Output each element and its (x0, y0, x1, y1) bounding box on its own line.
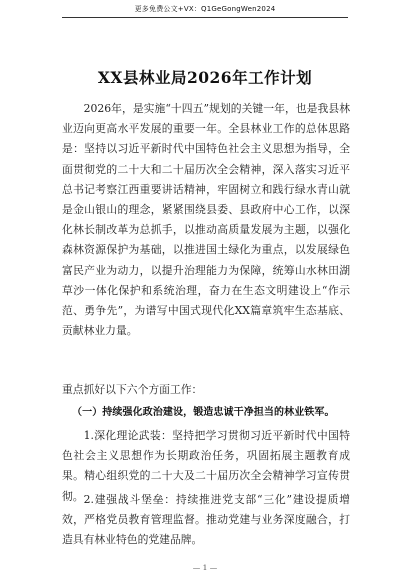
intro-paragraph: 2026年，是实施“十四五”规划的关键一年，也是我县林业迈向更高水平发展的重要一年。全县林业工作的总体思路是：坚持以习近平新时代中国特色社会主义思想为指导，全面贯彻党的二十大和二十届历次全会精神，深入落实习近平总书记考察江西重要讲话精神，牢固树立和践行绿水青山就是金山银山的理念，紧紧围绕县委、县政府中心工作，以深化林长制改革为总抓手，以推动高质量发展为主题，以强化森林资源保护为基础，以推进国土绿化为重点，以发展绿色富民产业为动力，以提升治理能力为保障，统筹山水林田湖草沙一体化保护和系统治理，奋力在生态文明建设上“作示范、勇争先”，为谱写中国式现代化XX篇章筑牢生态基底、贡献林业力量。 (62, 102, 350, 338)
item-paragraph-2: 2.建强战斗堡垒：持续推进党支部“三化”建设提质增效，严格党员教育管理监督。推动党建与业务深度融合，打造具有林业特色的党建品牌。 (62, 493, 350, 547)
item-paragraph-1: 1.深化理论武装：坚持把学习贯彻习近平新时代中国特色社会主义思想作为长期政治任务，巩固拓展主题教育成果。精心组织党的二十大及二十届历次全会精神学习宣传贯彻。 (62, 429, 350, 503)
page-header (0, 0, 410, 22)
header-promo-text: 更多免费公文+VX：Q1GeGongWen2024 (134, 5, 276, 13)
section-heading: （一）持续强化政治建设，锻造忠诚干净担当的林业铁军。 (72, 407, 335, 418)
lead-paragraph: 重点抓好以下六个方面工作： (62, 383, 203, 396)
header-divider (62, 17, 348, 18)
document-title: XX县林业局2026年工作计划 (97, 68, 313, 87)
page-number: — 1 — (192, 563, 218, 572)
